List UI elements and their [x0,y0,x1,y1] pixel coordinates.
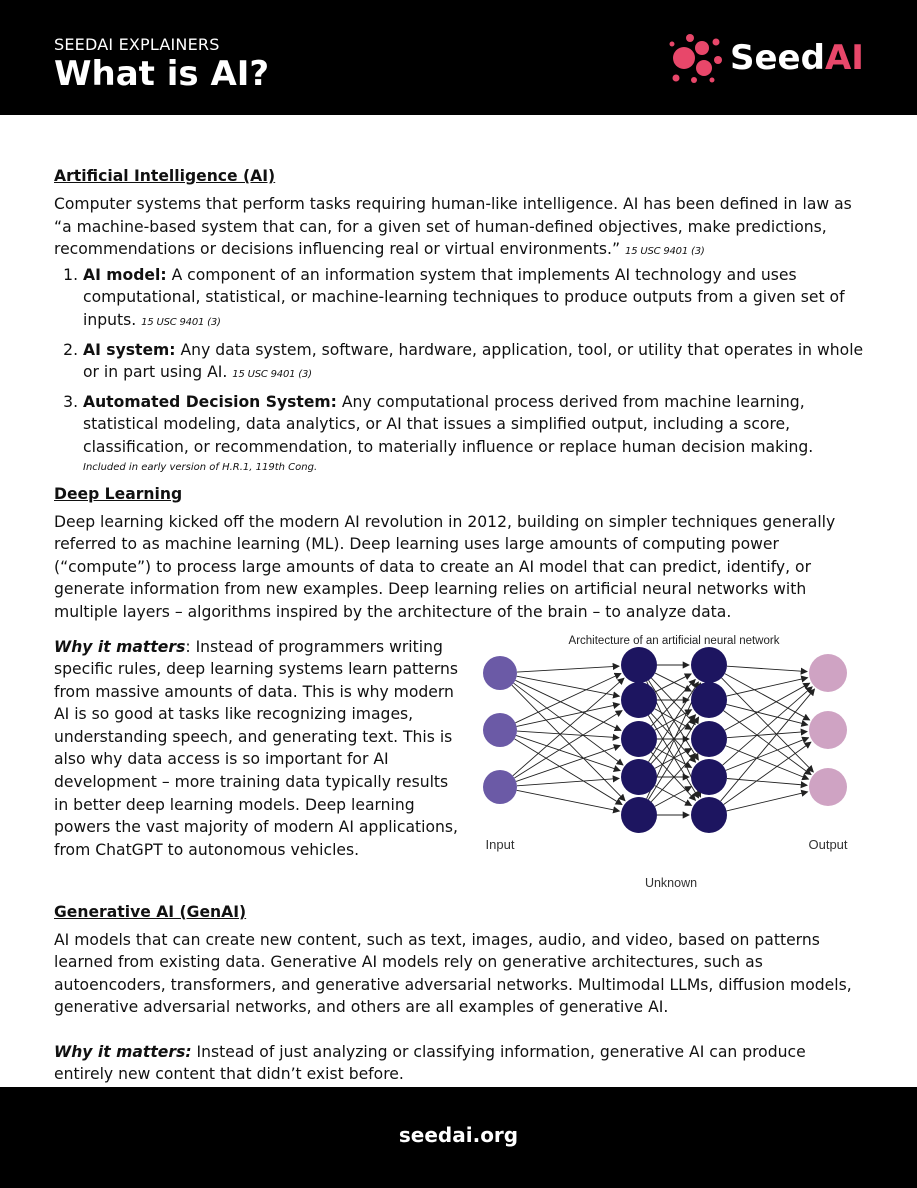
diagram-edge [651,678,695,724]
main-content [54,165,866,1086]
diagram-edge [655,786,692,806]
neural-network-diagram [474,630,869,890]
diagram-edge [649,681,699,761]
diagram-edge [655,709,692,730]
output-node [809,654,847,692]
section-heading-ai: Artificial Intelligence (AI) [54,167,276,185]
logo-word-ai: AI [824,38,864,78]
why-text-dl: : Instead of programmers writing specific rules, deep learning systems learn patterns from massive amounts of data. This is why modern AI is so good at tasks like recognizing images, understanding speech, and generating text. This is also why data access is so important for AI development – more training data typically results in better deep learning models. Deep learning powers the vast majority of modern AI applications, from ChatGPT to autonomous vehicles. [54,637,458,859]
diagram-edge [517,778,619,785]
cite-ai-system: 15 USC 9401 (3) [232,369,312,381]
diagram-edge [726,745,809,778]
page-title: What is AI? [54,54,270,94]
molecule-logo-icon [668,30,726,86]
section-heading-genai: Generative AI (GenAI) [54,902,247,921]
diagram-edge [727,791,808,810]
header-banner [0,0,917,115]
footer-banner [0,1087,917,1188]
ai-definitions-list [54,264,866,475]
diagram-edge [725,673,810,719]
hidden-2-node [691,721,727,757]
input-node [483,656,517,690]
hidden-1-node [621,797,657,833]
deep-learning-why-row [54,634,866,890]
diagram-edge [517,731,619,738]
diagram-edge [515,738,622,804]
diagram-edge [514,710,622,777]
term-ads: Automated Decision System: [83,392,337,411]
hidden-2-node [691,797,727,833]
diagram-edge [724,742,811,804]
diagram-edge [727,666,807,671]
cite-ai-model: 15 USC 9401 (3) [141,316,221,328]
hidden-1-node [621,721,657,757]
diagram-edge [722,677,814,771]
input-node [483,770,517,804]
diagram-edge [655,708,692,729]
section-heading-deep-learning: Deep Learning [54,484,183,503]
hidden-1-node [621,647,657,683]
seedai-logo [668,30,868,86]
hidden-1-node [621,759,657,795]
why-label-dl: Why it matters [54,637,186,656]
list-item-ads [83,391,866,475]
diagram-edge [513,678,624,776]
def-ai-model: A component of an information system that implements AI technology and uses computational, statistical, or machine-learning techniques to produce outputs from a given set of inputs. [83,265,845,329]
diagram-edge [727,731,807,737]
diagram-edge [516,745,620,781]
deep-learning-body: Deep learning kicked off the modern AI revolution in 2012, building on simpler techniques generally referred to as machine learning (ML). Deep learning uses large amounts of computing power (“compute”) to process large amounts of data to create an AI model that can predict, identify, or generate information from new examples. Deep learning relies on artificial neural networks with multiple layers – algorithms inspired by the architecture of the brain – to analyze data. [54,512,836,621]
note-ads: Included in early version of H.R.1, 119th Cong. [83,461,318,473]
diagram-input-label: Input [485,836,515,852]
diagram-edge [651,753,695,801]
ai-intro [54,193,866,264]
ai-intro-text: Computer systems that perform tasks requiring human-like intelligence. AI has been defined in law as “a machine-based system that can, for a given set of human-defined objectives, make predictions, recommendations or decisions influencing real or virtual environments.” [54,195,852,259]
genai-why [54,1041,866,1086]
hidden-1-node [621,682,657,718]
output-node [809,768,847,806]
input-node [483,713,517,747]
header-kicker: SEEDAI EXPLAINERS [54,35,220,54]
diagram-edge [727,677,808,695]
term-ai-model: AI model: [83,265,167,284]
diagram-edge [724,710,812,774]
diagram-edge [517,666,619,672]
output-node [809,711,847,749]
term-ai-system: AI system: [83,340,176,359]
list-item-ai-system [83,339,866,387]
diagram-output-label: Output [808,836,848,852]
hidden-2-node [691,759,727,795]
why-label-genai: Why it matters: [54,1042,192,1061]
deep-learning-why [54,636,466,862]
diagram-edge [512,685,625,801]
diagram-edges [512,665,815,815]
diagram-edge [516,735,620,770]
ai-intro-cite: 15 USC 9401 (3) [625,246,705,258]
why-text-genai: Instead of just analyzing or classifying information, generative AI can produce entirely new content that didn’t exist before. [54,1042,806,1084]
logo-word-seed: Seed [730,38,825,78]
hidden-2-node [691,647,727,683]
def-ads: Any computational process derived from machine learning, statistical modeling, data analytics, or AI that issues a simplified output, including a score, classification, or recommendation, to materially influence or replace human decision making. [83,392,814,456]
footer-url[interactable]: seedai.org [398,1123,519,1147]
diagram-edge [723,686,813,764]
genai-body: AI models that can create new content, such as text, images, audio, and video, based on patterns learned from existing data. Generative AI models rely on generative architectures, such as autoencoders, transformers, and generative adversarial networks. Multimodal LLMs, diffusion models, generative adversarial networks, and others are all examples of generative AI. [54,930,852,1017]
diagram-title: Architecture of an artificial neural network [568,634,780,647]
diagram-edge [655,785,692,805]
hidden-2-node [691,682,727,718]
def-ai-system: Any data system, software, hardware, application, tool, or utility that operates in whole or in part using AI. [83,340,864,382]
diagram-edge [517,676,620,696]
list-item-ai-model [83,264,866,335]
diagram-nodes [483,647,847,833]
logo-wordmark [730,38,864,78]
diagram-caption: Unknown [644,875,698,890]
